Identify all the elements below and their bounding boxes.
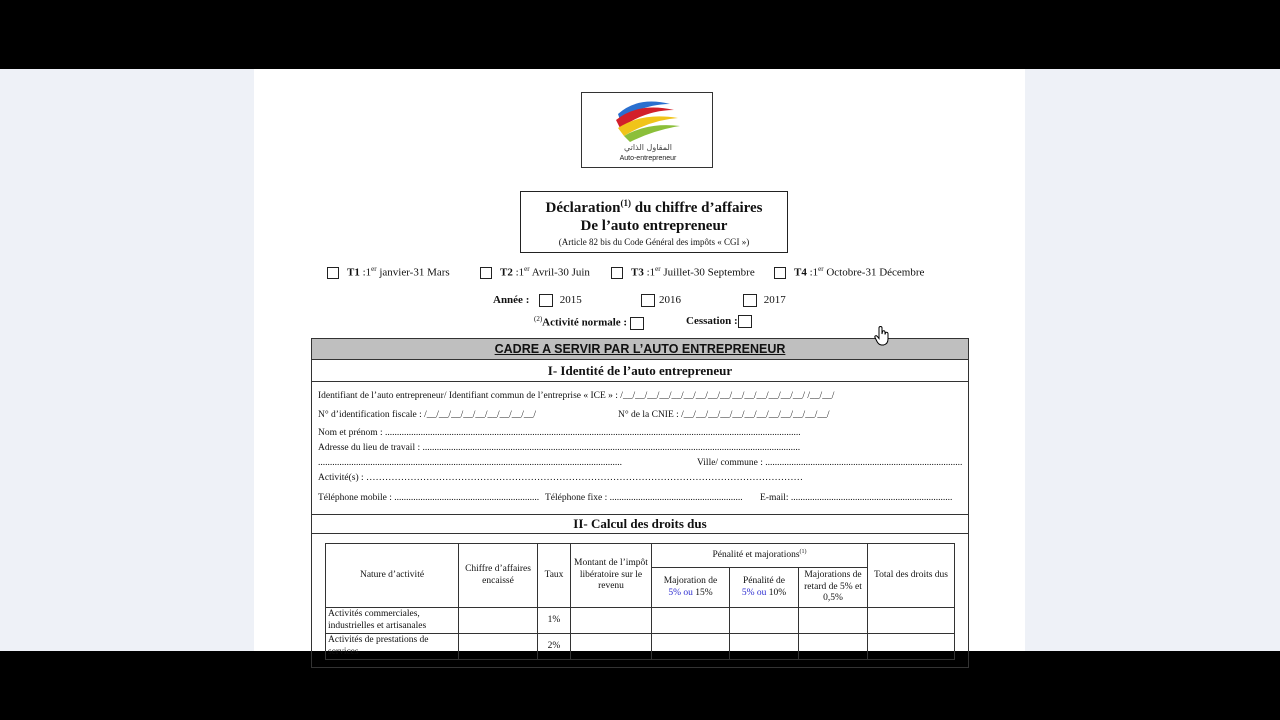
header-ca: Chiffre d’affaires encaissé	[459, 544, 538, 608]
row-commerciales-penalite-cell[interactable]	[730, 608, 799, 634]
landline-phone-field[interactable]: Téléphone fixe : ........................................................	[545, 493, 743, 503]
quarter-t4: T4 :1er Octobre-31 Décembre	[774, 265, 924, 279]
logo-arabic-text: المقاول الذاتي	[624, 143, 672, 152]
cessation-checkbox[interactable]	[738, 315, 752, 328]
logo-icon	[608, 98, 688, 144]
name-field[interactable]: Nom et prénom : ...............................................................................................................................................................................	[318, 428, 801, 438]
table-header-row	[326, 544, 955, 568]
quarter-t2: T2 :1er Avril-30 Juin	[480, 265, 590, 279]
header-majoration: Majoration de 5% ou 15%	[652, 568, 730, 608]
header-montant: Montant de l’impôt libératoire sur le revenu	[571, 544, 652, 608]
quarter-t3: T3 :1er Juillet-30 Septembre	[611, 265, 755, 279]
auto-entrepreneur-logo	[581, 92, 713, 168]
document-page	[254, 69, 1025, 657]
row-commerciales-total-cell[interactable]	[868, 608, 955, 634]
year-2017: 2017	[743, 294, 786, 307]
declaration-title-box	[520, 191, 788, 253]
year-2015-checkbox[interactable]	[539, 294, 553, 307]
row-services-retard-cell[interactable]	[799, 634, 868, 660]
quarter-t2-checkbox[interactable]	[480, 267, 492, 279]
row-services-majoration-cell[interactable]	[652, 634, 730, 660]
logo-subtitle: Auto-entrepreneur	[619, 155, 677, 162]
cnie-field[interactable]: N° de la CNIE : /__/__/__/__/__/__/__/__/__/__/__/__/	[618, 410, 830, 420]
quarter-t4-checkbox[interactable]	[774, 267, 786, 279]
fiscal-id-field[interactable]: N° d’identification fiscale : /__/__/__/__/__/__/__/__/__/	[318, 410, 537, 420]
activite-normale-checkbox[interactable]	[630, 317, 644, 330]
title-line-1: Déclaration$^{(1)}$ du chiffre d’affaires	[545, 198, 763, 216]
address-line-2-field[interactable]: ................................................................................................................................	[318, 458, 622, 468]
quarter-t1: T1 :1er janvier-31 Mars	[327, 265, 450, 279]
ice-field[interactable]: Identifiant de l’auto entrepreneur/ Identifiant commun de l’entreprise « ICE » : /__/__/__/__/__/__/__/__/__/__/__/__/__/__/__/ /__/__/	[318, 391, 835, 401]
table-row	[326, 608, 955, 634]
row-services-montant-cell[interactable]	[571, 634, 652, 660]
identity-section	[312, 382, 968, 515]
document-viewer[interactable]	[0, 69, 1280, 657]
frame-heading: CADRE A SERVIR PAR L’AUTO ENTREPRENEUR	[312, 339, 968, 360]
title-article-reference: (Article 82 bis du Code Général des impôts « CGI »)	[558, 237, 750, 247]
auto-entrepreneur-frame	[311, 338, 969, 668]
header-retard: Majorations de retard de 5% et 0,5%	[799, 568, 868, 608]
year-2016-checkbox[interactable]	[641, 294, 655, 307]
city-field[interactable]: Ville/ commune : ...................................................................................	[697, 458, 963, 468]
quarter-t3-checkbox[interactable]	[611, 267, 623, 279]
row-services-penalite-cell[interactable]	[730, 634, 799, 660]
row-services-taux: 2%	[538, 634, 571, 660]
header-nature: Nature d’activité	[326, 544, 459, 608]
email-field[interactable]: E-mail: ....................................................................	[760, 493, 953, 503]
activite-normale: $^{(2)}$Activité normale :	[534, 315, 644, 330]
address-field[interactable]: Adresse du lieu de travail : ...............................................................................................................................................................	[318, 443, 801, 453]
row-commerciales-retard-cell[interactable]	[799, 608, 868, 634]
row-services-ca-cell[interactable]	[459, 634, 538, 660]
row-commerciales-nature: Activités commerciales, industrielles et artisanales	[326, 608, 459, 634]
mobile-phone-field[interactable]: Téléphone mobile : .............................................................	[318, 493, 540, 503]
year-2017-checkbox[interactable]	[743, 294, 757, 307]
row-commerciales-taux: 1%	[538, 608, 571, 634]
section-identity-title: I- Identité de l’auto entrepreneur	[312, 360, 968, 382]
header-taux: Taux	[538, 544, 571, 608]
table-row	[326, 634, 955, 660]
header-penalite: Pénalité de 5% ou 10%	[730, 568, 799, 608]
row-commerciales-majoration-cell[interactable]	[652, 608, 730, 634]
activities-field[interactable]: Activité(s) : …………………………………………………………………………………………………………………………	[318, 473, 804, 483]
year-2016: 2016	[641, 294, 681, 307]
row-services-total-cell[interactable]	[868, 634, 955, 660]
cessation: Cessation :	[686, 315, 752, 328]
calc-table	[325, 543, 955, 660]
section-calc-title: II- Calcul des droits dus	[312, 515, 968, 534]
hand-cursor-icon	[874, 326, 890, 346]
row-commerciales-montant-cell[interactable]	[571, 608, 652, 634]
header-penalites: Pénalité et majorations$^{(1)}$	[652, 544, 868, 568]
title-line-2: De l’auto entrepreneur	[580, 218, 728, 234]
header-total: Total des droits dus	[868, 544, 955, 608]
row-commerciales-ca-cell[interactable]	[459, 608, 538, 634]
annee-label: Année :	[493, 294, 530, 306]
row-services-nature: Activités de prestations de services	[326, 634, 459, 660]
year-2015: 2015	[539, 294, 582, 307]
quarter-t1-checkbox[interactable]	[327, 267, 339, 279]
